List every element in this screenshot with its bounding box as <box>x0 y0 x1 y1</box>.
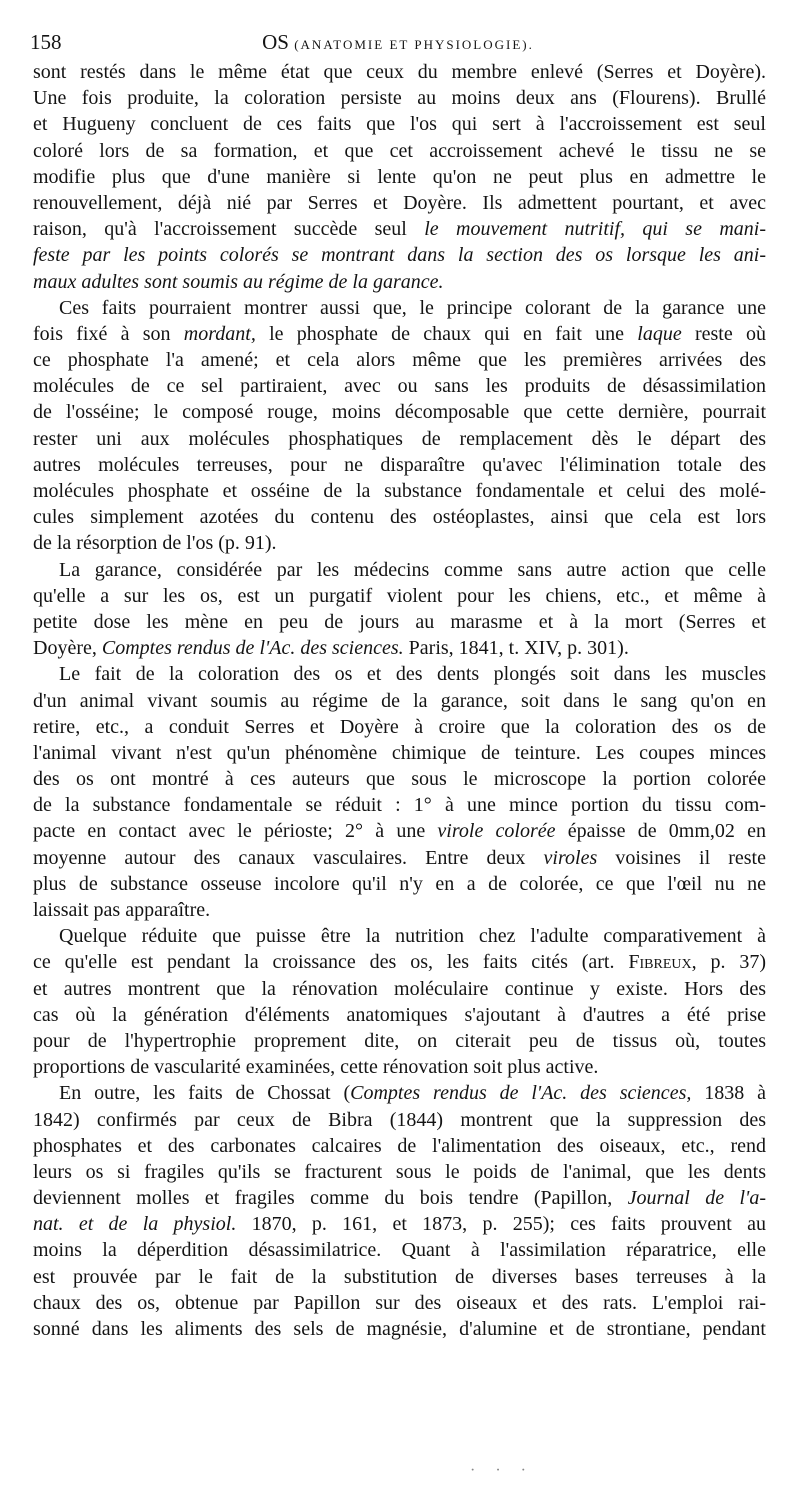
text-segment: sont restés dans le même état que ceux du membre enlevé (Serres et Doyère). <box>33 61 766 83</box>
text-line <box>33 85 766 111</box>
italic-text: le mouvement nutritif, qui se mani- <box>424 218 766 241</box>
text-line <box>33 373 766 399</box>
text-line <box>33 1159 766 1185</box>
text-segment: cules simplement azotées du contenu des ostéoplastes, ainsi que cela est lors <box>33 506 766 529</box>
text-line <box>33 1002 766 1028</box>
text-line <box>33 347 766 373</box>
running-head-main: OS <box>262 30 289 54</box>
text-segment: rester uni aux molécules phosphatiques de remplacement dès le départ des <box>33 427 766 450</box>
text-segment: moins la déperdition désassimilatrice. Quant à l'assimilation réparatrice, elle <box>33 1239 766 1262</box>
text-line <box>33 530 766 556</box>
text-segment: En outre, les faits de Chossat ( <box>59 1082 351 1105</box>
text-segment: de l'osséine; le composé rouge, moins décomposable que cette dernière, pourrait <box>33 401 766 424</box>
small-caps-text: Fibreux <box>628 951 692 974</box>
text-segment: pour de l'hypertrophie proprement dite, on citerait peu de tissus où, toutes <box>33 1029 766 1052</box>
text-segment: , p. 37) <box>691 951 766 974</box>
text-segment: des os ont montré à ces auteurs que sous le microscope la portion colorée <box>33 768 766 791</box>
text-segment: qu'elle a sur les os, est un purgatif violent pour les chiens, etc., et même à <box>33 584 766 607</box>
text-line <box>33 949 766 975</box>
text-segment: molécules phosphate et osséine de la substance fondamentale et celui des molé- <box>33 480 766 502</box>
italic-text: nat. et de la physiol. <box>33 1213 237 1236</box>
text-line <box>33 269 766 295</box>
text-line <box>33 242 766 268</box>
running-head <box>30 30 766 55</box>
text-line <box>33 1211 766 1237</box>
text-segment: petite dose les mène en peu de jours au marasme et à la mort (Serres et <box>33 610 766 633</box>
italic-text: mordant, <box>183 322 256 345</box>
text-line <box>33 399 766 425</box>
text-segment: coloré lors de sa formation, et que cet accroissement achevé le tissu ne se <box>33 139 766 162</box>
page-speckle-decoration: · · · <box>470 1462 534 1479</box>
text-line <box>33 426 766 452</box>
text-line <box>33 635 766 661</box>
italic-text: feste par les points colorés se montrant dans la section des os lorsque les ani- <box>33 244 766 267</box>
text-line <box>33 111 766 137</box>
text-line <box>33 1054 766 1080</box>
text-segment: modifie plus que d'une manière si lente qu'on ne peut plus en admettre le <box>33 165 766 188</box>
text-segment: de la substance fondamentale se réduit : 1° à une mince portion du tissu com- <box>33 794 766 817</box>
text-line <box>33 714 766 740</box>
text-segment: est prouvée par le fait de la substitution de diverses bases terreuses à la <box>33 1265 766 1288</box>
text-segment: proportions de vascularité examinées, cette rénovation soit plus active. <box>33 1056 599 1079</box>
text-segment: Paris, 1841, t. XIV, p. 301). <box>403 637 629 660</box>
text-segment: renouvellement, déjà nié par Serres et Doyère. Ils admettent pourtant, et avec <box>33 191 766 214</box>
text-segment: Ces faits pourraient montrer aussi que, le principe colorant de la garance une <box>59 296 766 319</box>
text-line <box>33 138 766 164</box>
text-segment: La garance, considérée par les médecins comme sans autre action que celle <box>59 558 766 581</box>
text-line <box>33 1133 766 1159</box>
text-line <box>33 1264 766 1290</box>
text-segment: sonné dans les aliments des sels de magnésie, d'alumine et de strontiane, pendant <box>33 1318 766 1340</box>
text-segment: moyenne autour des canaux vasculaires. Entre deux <box>33 846 544 869</box>
text-line <box>33 478 766 504</box>
text-segment: deviennent molles et fragiles comme du bois tendre (Papillon, <box>33 1187 628 1210</box>
text-line <box>33 295 766 321</box>
text-segment: leurs os si fragiles qu'ils se fracturent sous le poids de l'animal, que les dents <box>33 1160 766 1183</box>
text-line <box>33 1107 766 1133</box>
text-segment: 1870, p. 161, et 1873, p. 255); ces faits prouvent au <box>236 1213 766 1236</box>
text-segment: l'animal vivant n'est qu'un phénomène chimique de teinture. Les coupes minces <box>33 741 766 764</box>
italic-text: Comptes rendus de l'Ac. des sciences. <box>101 637 404 660</box>
text-line <box>33 740 766 766</box>
text-line <box>33 897 766 923</box>
text-segment: laissait pas apparaître. <box>33 899 211 921</box>
text-line <box>33 557 766 583</box>
text-segment: le phosphate de chaux qui en fait une <box>255 322 638 345</box>
text-segment: reste où <box>681 322 766 345</box>
text-line <box>33 976 766 1002</box>
italic-text: viroles <box>543 846 598 869</box>
italic-text: laque <box>637 322 682 345</box>
text-segment: raison, qu'à l'accroissement succède seul <box>33 218 425 241</box>
text-line <box>33 609 766 635</box>
italic-text: Journal de l'a- <box>627 1187 766 1210</box>
text-line <box>33 1080 766 1106</box>
page-number: 158 <box>30 30 62 54</box>
text-line <box>33 845 766 871</box>
text-line <box>33 504 766 530</box>
page-header <box>30 30 766 60</box>
text-segment: voisines il reste <box>597 846 766 869</box>
text-segment: fois fixé à son <box>33 322 184 345</box>
text-line <box>33 1237 766 1263</box>
text-segment: 1838 à <box>691 1082 766 1105</box>
text-segment: et Hugueny concluent de ces faits que l'os qui sert à l'accroissement est seul <box>33 113 766 136</box>
text-segment: de la résorption de l'os (p. 91). <box>33 532 277 555</box>
text-line <box>33 164 766 190</box>
text-line <box>33 871 766 897</box>
text-line <box>33 1028 766 1054</box>
text-line <box>33 688 766 714</box>
text-segment: épaisse de 0mm,02 en <box>555 820 766 843</box>
text-line <box>33 766 766 792</box>
body-text <box>33 59 766 1342</box>
italic-text: maux adultes sont soumis au régime de la garance. <box>33 270 444 293</box>
text-line <box>33 452 766 478</box>
text-segment: d'un animal vivant soumis au régime de la garance, soit dans le sang qu'on en <box>33 689 766 712</box>
text-segment: Le fait de la coloration des os et des dents plongés soit dans les muscles <box>59 663 766 686</box>
text-segment: 1842) confirmés par ceux de Bibra (1844) montrent que la suppression des <box>33 1108 766 1131</box>
text-line <box>33 216 766 242</box>
text-line <box>33 818 766 844</box>
text-segment: et autres montrent que la rénovation moléculaire continue y existe. Hors des <box>33 977 766 1000</box>
text-line <box>33 923 766 949</box>
text-line <box>33 583 766 609</box>
text-segment: Doyère, <box>33 637 102 660</box>
text-segment: ce qu'elle est pendant la croissance des os, les faits cités (art. <box>33 951 629 974</box>
text-line <box>33 1290 766 1316</box>
text-segment: Quelque réduite que puisse être la nutrition chez l'adulte comparativement à <box>59 925 766 948</box>
text-segment: retire, etc., a conduit Serres et Doyère à croire que la coloration des os de <box>33 715 766 738</box>
running-head-sub: (ANATOMIE ET PHYSIOLOGIE). <box>294 37 534 52</box>
text-line <box>33 792 766 818</box>
text-segment: autres molécules terreuses, pour ne disparaître qu'avec l'élimination totale des <box>33 453 766 476</box>
italic-text: Comptes rendus de l'Ac. des sciences, <box>350 1082 692 1105</box>
text-segment: Une fois produite, la coloration persiste au moins deux ans (Flourens). Brullé <box>33 87 766 110</box>
text-segment: ce phosphate l'a amené; et cela alors même que les premières arrivées des <box>33 349 766 372</box>
text-segment: cas où la génération d'éléments anatomiques s'ajoutant à d'autres a été prise <box>33 1003 766 1026</box>
text-segment: plus de substance osseuse incolore qu'il n'y en a de colorée, ce que l'œil nu ne <box>33 872 766 895</box>
text-segment: pacte en contact avec le périoste; 2° à une <box>33 820 438 843</box>
text-segment: phosphates et des carbonates calcaires de l'alimentation des oiseaux, etc., rend <box>33 1134 766 1157</box>
text-line <box>33 1185 766 1211</box>
text-line <box>33 321 766 347</box>
text-line <box>33 190 766 216</box>
text-segment: molécules de ce sel partiraient, avec ou sans les produits de désassimilation <box>33 375 766 398</box>
italic-text: virole colorée <box>437 820 556 843</box>
text-line <box>33 59 766 85</box>
text-line <box>33 1316 766 1342</box>
text-line <box>33 661 766 687</box>
text-segment: chaux des os, obtenue par Papillon sur des oiseaux et des rats. L'emploi rai- <box>33 1291 766 1314</box>
